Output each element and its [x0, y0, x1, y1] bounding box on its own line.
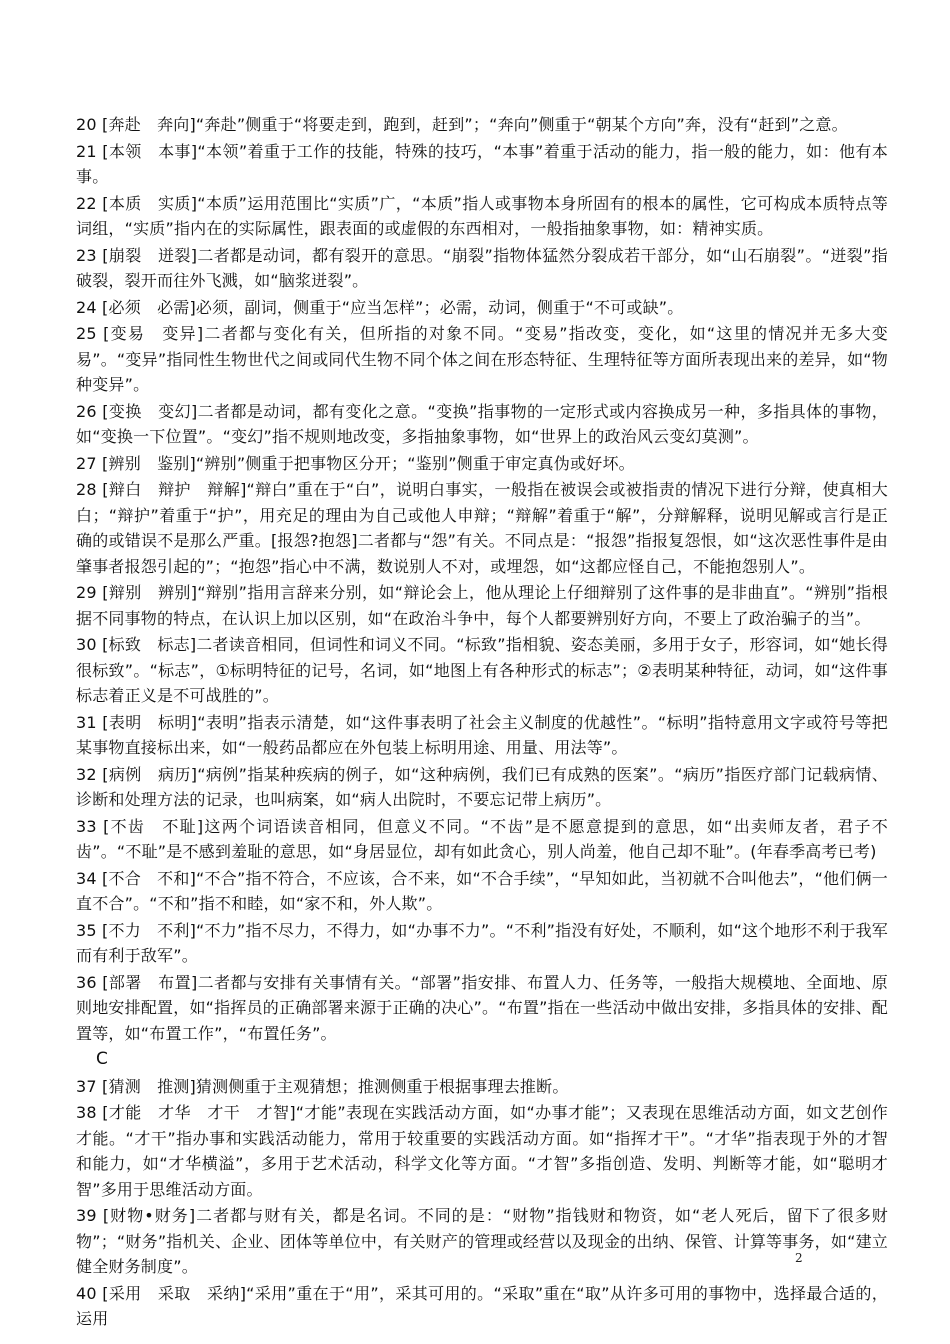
entry-32: 32 [病例 病历]“病例”指某种疾病的例子，如“这种病例，我们已有成熟的医案”。“病历”指医疗部门记载病情、诊断和处理方法的记录，也叫病案，如“病人出院时，不要忘记带上病历”。 [76, 764, 888, 809]
entry-20: 20 [奔赴 奔向]“奔赴”侧重于“将要走到，跑到，赶到”；“奔向”侧重于“朝某个方向”奔，没有“赶到”之意。 [76, 115, 848, 134]
entry-40: 40 [采用 采取 采纳]“采用”重在于“用”，采其可用的。“采取”重在“取”从许多可用的事物中，选择最合适的，运用 [76, 1283, 888, 1328]
entry-22: 22 [本质 实质]“本质”运用范围比“实质”广，“本质”指人或事物本身所固有的根本的属性，它可构成本质特点等词组，“实质”指内在的实际属性，跟表面的或虚假的东西相对，一般指抽象事物，如：精神实质。 [76, 193, 888, 238]
entry-27: 27 [辨别 鉴别]“辨别”侧重于把事物区分开；“鉴别”侧重于审定真伪或好坏。 [76, 453, 635, 473]
entry-37: 37 [猜测 推测]猜测侧重于主观猜想；推测侧重于根据事理去推断。 [76, 1076, 569, 1096]
entry-35: 35 [不力 不利]“不力”指不尽力，不得力，如“办事不力”。“不利”指没有好处，不顺利，如“这个地形不利于我军而有利于敌军”。 [76, 920, 888, 965]
entry-26: 26 [变换 变幻]二者都是动词，都有变化之意。“变换”指事物的一定形式或内容换成另一种，多指具体的事物，如“变换一下位置”。“变幻”指不规则地改变，多指抽象事物，如“世界上的政治风云变幻莫测”。 [76, 401, 888, 446]
entry-38: 38 [才能 才华 才干 才智]“才能”表现在实践活动方面，如“办事才能”；又表现在思维活动方面，如文艺创作才能。“才干”指办事和实践活动能力，常用于较重要的实践活动方面。如“指挥才干”。“才华”指表现于外的才智和能力，如“才华横溢”，多用于艺术活动，科学文化等方面。“才智”多指创造、发明、判断等才能，如“聪明才智”多用于思维活动方面。 [76, 1103, 888, 1199]
entry-33: 33 [不齿 不耻]这两个词语读音相同，但意义不同。“不齿”是不愿意提到的意思，如“出卖师友者，君子不齿”。“不耻”是不感到羞耻的意思，如“身居显位，却有如此贪心，别人尚羞，他自己却不耻”。(年春季高考已考) [76, 816, 888, 861]
entry-39: 39 [财物•财务]二者都与财有关，都是名词。不同的是：“财物”指钱财和物资，如“老人死后，留下了很多财物”；“财务”指机关、企业、团体等单位中，有关财产的管理或经营以及现金的出纳、保管、计算等事务，如“建立健全财务制度”。 [76, 1206, 888, 1276]
page-content [76, 112, 888, 1333]
entry-25: 25 [变易 变异]二者都与变化有关，但所指的对象不同。“变易”指改变，变化，如“这里的情况并无多大变易”。“变异”指同性生物世代之间或同代生物不同个体之间在形态特征、生理特征等方面所表现出来的差异，如“物种变异”。 [76, 324, 888, 394]
page-number: 2 [795, 1251, 803, 1265]
entry-23: 23 [崩裂 迸裂]二者都是动词，都有裂开的意思。“崩裂”指物体猛然分裂成若干部分，如“山石崩裂”。“迸裂”指破裂，裂开而往外飞溅，如“脑浆迸裂”。 [76, 245, 888, 290]
entry-30: 30 [标致 标志]二者读音相同，但词性和词义不同。“标致”指相貌、姿态美丽，多用于女子，形容词，如“她长得很标致”。“标志”，①标明特征的记号，名词，如“地图上有各种形式的标志”；②表明某种特征，动词，如“这件事标志着正义是不可战胜的”。 [76, 635, 888, 705]
entry-36: 36 [部署 布置]二者都与安排有关事情有关。“部署”指安排、布置人力、任务等，一般指大规模地、全面地、原则地安排配置，如“指挥员的正确部署来源于正确的决心”。“布置”指在一些活动中做出安排，多指具体的安排、配置等，如“布置工作”，“布置任务”。 [76, 972, 888, 1043]
entry-21: 21 [本领 本事]“本领”着重于工作的技能，特殊的技巧，“本事”着重于活动的能力，指一般的能力，如：他有本事。 [76, 141, 888, 186]
entry-24: 24 [必须 必需]必须，副词，侧重于“应当怎样”；必需，动词，侧重于“不可或缺”。 [76, 297, 684, 317]
entry-28: 28 [辩白 辩护 辩解]“辩白”重在于“白”，说明白事实，一般指在被误会或被指责的情况下进行分辩，使真相大白；“辩护”着重于“护”，用充足的理由为自己或他人申辩；“辩解”着重于“解”，分辩解释，说明见解或言行是正确的或错误不是那么严重。[报怨?抱怨]二者都与“怨”有关。不同点是：“报怨”指报复怨恨，如“这次恶性事件是由肇事者报怨引起的”；“抱怨”指心中不满，数说别人不对，或埋怨，如“这都应怪自己，不能抱怨别人”。 [76, 480, 888, 576]
entry-31: 31 [表明 标明]“表明”指表示清楚，如“这件事表明了社会主义制度的优越性”。“标明”指特意用文字或符号等把某事物直接标出来，如“一般药品都应在外包装上标明用途、用量、用法等”。 [76, 712, 888, 757]
entry-29: 29 [辩别 辨别]“辩别”指用言辞来分别，如“辩论会上，他从理论上仔细辩别了这件事的是非曲直”。“辨别”指根据不同事物的特点，在认识上加以区别，如“在政治斗争中，每个人都要辨别好方向，不要上了政治骗子的当”。 [76, 583, 888, 628]
entry-34: 34 [不合 不和]“不合”指不符合，不应该，合不来，如“不合手续”，“早知如此，当初就不合叫他去”，“他们俩一直不合”。“不和”指不和睦，如“家不和，外人欺”。 [76, 868, 888, 913]
section-letter-heading: C [96, 1049, 108, 1069]
